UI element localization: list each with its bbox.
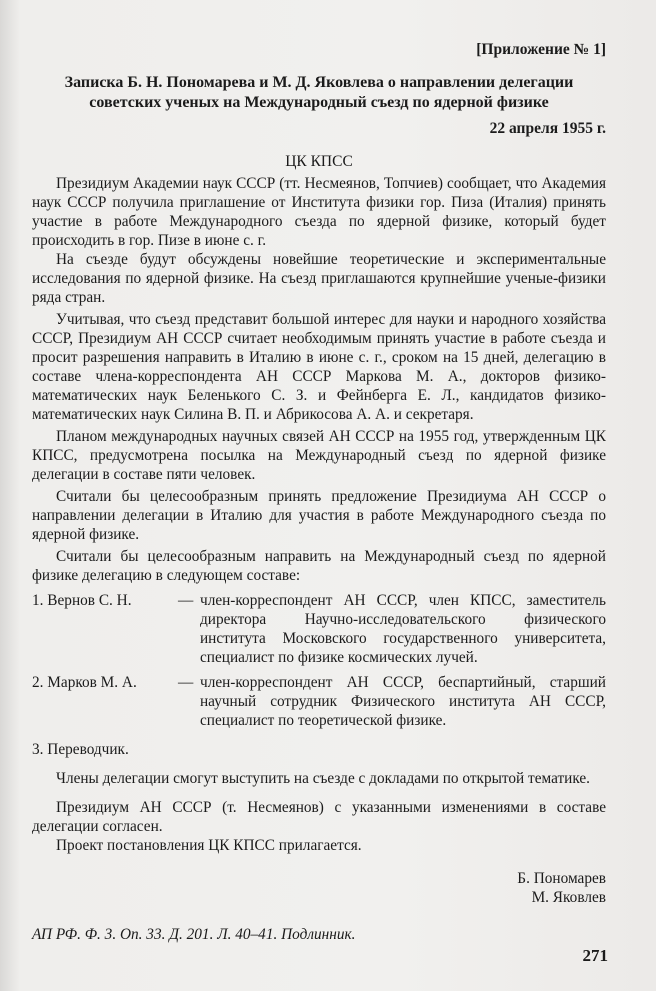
closing-paragraph-2: Президиум АН СССР (т. Несмеянов) с указанными изменениями в составе делегации согласен. (32, 799, 606, 835)
signature-yakovlev: М. Яковлев (531, 889, 606, 906)
annex-label: [Приложение № 1] (476, 41, 606, 58)
member-dash: — (178, 592, 194, 609)
addressee: ЦК КПСС (285, 153, 353, 170)
page-number: 271 (582, 946, 608, 965)
document-date: 22 апреля 1955 г. (489, 120, 606, 137)
paragraph-2: На съезде будут обсуждены новейшие теоретические и экспериментальные исследования по ядерной физике. На съезд приглашаются крупнейшие ученые-физики ряда стран. (32, 251, 606, 306)
paragraph-4: Планом международных научных связей АН СССР на 1955 год, утвержденным ЦК КПСС, предусмотрена посылка на Международный съезд по ядерной физике делегации в составе пяти человек. (32, 428, 606, 483)
member-description: член-корреспондент АН СССР, член КПСС, заместитель директора Научно-исследовательского физического института Московского государственного университета, специалист по физике космических лучей. (200, 592, 606, 666)
paragraph-3: Учитывая, что съезд представит большой интерес для науки и народного хозяйства СССР, Президиум АН СССР считает необходимым принять участие в работе съезда и просит разрешения направить в Италию в июне с. г., сроком на 15 дней, делегацию в составе члена-корреспондента АН СССР Маркова М. А., докторов физико-математических наук Беленького С. З. и Фейнберга Е. Л., кандидатов физико-математических наук Силина В. П. и Абрикосова А. А. и секретаря. (32, 311, 606, 423)
paragraph-6: Считали бы целесообразным направить на Международный съезд по ядерной физике делегацию в следующем составе: (32, 548, 606, 584)
document-title: Записка Б. Н. Пономарева и М. Д. Яковлева о направлении делегации советских ученых на Международный съезд по ядерной физике (64, 74, 574, 111)
member-name: 1. Вернов С. Н. (32, 592, 132, 609)
closing-paragraph-1: Члены делегации смогут выступить на съезде с докладами по открытой тематике. (56, 770, 590, 787)
delegation-member-2 (32, 673, 606, 730)
signature-ponomarev: Б. Пономарев (517, 870, 606, 887)
member-name: 2. Марков М. А. (32, 674, 137, 691)
translator-line: 3. Переводчик. (32, 741, 129, 758)
paragraph-5: Считали бы целесообразным принять предложение Президиума АН СССР о направлении делегации в Италию для участия в работе Международного съезда по ядерной физике. (32, 488, 606, 543)
delegation-member-1 (32, 591, 606, 667)
document-body (32, 40, 606, 944)
member-dash: — (178, 674, 194, 691)
paragraph-1: Президиум Академии наук СССР (тт. Несмеянов, Топчиев) сообщает, что Академия наук СССР получила приглашение от Института физики гор. Пиза (Италия) принять участие в работе Международного съезда по ядерной физике, который будет происходить в гор. Пизе в июне с. г. (32, 175, 606, 249)
archive-source: АП РФ. Ф. 3. Оп. 33. Д. 201. Л. 40–41. Подлинник. (32, 926, 356, 943)
member-description: член-корреспондент АН СССР, беспартийный, старший научный сотрудник Физического института АН СССР, специалист по теоретической физике. (200, 674, 606, 729)
closing-paragraph-3: Проект постановления ЦК КПСС прилагается. (56, 837, 362, 854)
signatures (32, 869, 606, 907)
